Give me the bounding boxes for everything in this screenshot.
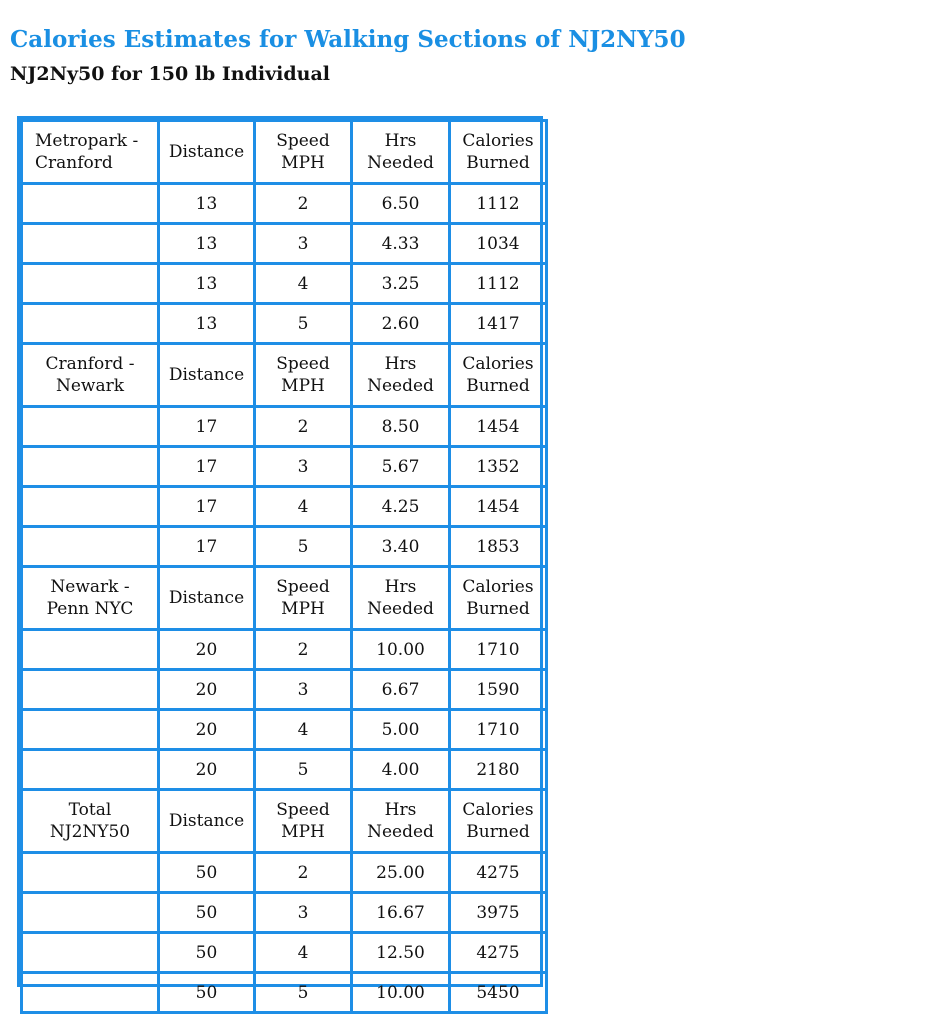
empty-cell	[22, 933, 159, 973]
table-row	[22, 750, 547, 790]
table-cell: 1112	[450, 264, 547, 304]
column-header	[255, 121, 352, 184]
table-cell: 16.67	[352, 893, 450, 933]
table-cell: 1710	[450, 630, 547, 670]
empty-cell	[22, 487, 159, 527]
table-cell: 4.25	[352, 487, 450, 527]
section-header-row	[22, 344, 547, 407]
section-header-row	[22, 567, 547, 630]
section-name-line: NJ2NY50	[49, 822, 131, 842]
empty-cell	[22, 710, 159, 750]
table-cell: 17	[159, 447, 255, 487]
empty-cell	[22, 973, 159, 1013]
table-cell: 5	[255, 973, 352, 1013]
table-cell: 2	[255, 853, 352, 893]
table-cell: 4.00	[352, 750, 450, 790]
calories-table	[20, 119, 548, 1014]
table-cell: 2	[255, 184, 352, 224]
section-name-line: Penn NYC	[46, 599, 134, 619]
column-header-line: Calories	[462, 800, 534, 820]
table-cell: 1352	[450, 447, 547, 487]
column-header-line: Distance	[168, 811, 245, 831]
column-header-line: Needed	[367, 376, 434, 396]
calories-table-image	[17, 116, 543, 1003]
column-header	[159, 790, 255, 853]
section-name	[22, 790, 159, 853]
table-row	[22, 447, 547, 487]
column-header-line: Calories	[462, 354, 534, 374]
table-cell: 50	[159, 853, 255, 893]
empty-cell	[22, 630, 159, 670]
table-cell: 5	[255, 304, 352, 344]
column-header-line: Calories	[462, 577, 534, 597]
section-name	[22, 344, 159, 407]
column-header	[450, 567, 547, 630]
column-header-line: Speed	[276, 800, 330, 820]
column-header-line: Burned	[466, 822, 530, 842]
table-cell: 50	[159, 973, 255, 1013]
table-cell: 1034	[450, 224, 547, 264]
column-header-line: Hrs	[384, 131, 417, 151]
section-name-line: Cranford	[35, 153, 113, 173]
table-cell: 25.00	[352, 853, 450, 893]
table-row	[22, 893, 547, 933]
table-row	[22, 184, 547, 224]
empty-cell	[22, 304, 159, 344]
column-header-line: Hrs	[384, 800, 417, 820]
table-cell: 4	[255, 487, 352, 527]
section-name-line: Newark -	[50, 577, 130, 597]
table-cell: 2.60	[352, 304, 450, 344]
column-header-line: Needed	[367, 599, 434, 619]
table-cell: 1454	[450, 407, 547, 447]
table-row	[22, 670, 547, 710]
section-name	[22, 121, 159, 184]
empty-cell	[22, 184, 159, 224]
table-cell: 4275	[450, 853, 547, 893]
table-cell: 3	[255, 224, 352, 264]
table-cell: 3	[255, 893, 352, 933]
table-row	[22, 973, 547, 1013]
column-header	[352, 790, 450, 853]
table-cell: 50	[159, 933, 255, 973]
section-name-line: Metropark -	[35, 131, 139, 151]
table-cell: 2180	[450, 750, 547, 790]
table-cell: 17	[159, 527, 255, 567]
column-header-line: MPH	[281, 153, 325, 173]
table-cell: 20	[159, 710, 255, 750]
table-cell: 1112	[450, 184, 547, 224]
column-header	[352, 567, 450, 630]
table-cell: 4.33	[352, 224, 450, 264]
column-header	[450, 790, 547, 853]
empty-cell	[22, 893, 159, 933]
column-header	[255, 567, 352, 630]
page-title: Calories Estimates for Walking Sections of NJ2NY50	[10, 26, 686, 53]
table-cell: 4275	[450, 933, 547, 973]
table-row	[22, 630, 547, 670]
section-header-row	[22, 121, 547, 184]
table-cell: 6.67	[352, 670, 450, 710]
table-row	[22, 224, 547, 264]
table-row	[22, 527, 547, 567]
empty-cell	[22, 750, 159, 790]
empty-cell	[22, 447, 159, 487]
empty-cell	[22, 407, 159, 447]
table-row	[22, 487, 547, 527]
column-header-line: Hrs	[384, 354, 417, 374]
empty-cell	[22, 224, 159, 264]
table-cell: 1853	[450, 527, 547, 567]
table-row	[22, 304, 547, 344]
column-header-line: MPH	[281, 599, 325, 619]
table-cell: 17	[159, 487, 255, 527]
table-cell: 5	[255, 527, 352, 567]
column-header-line: Speed	[276, 577, 330, 597]
section-name-line: Cranford -	[45, 354, 135, 374]
page-subtitle: NJ2Ny50 for 150 lb Individual	[10, 63, 330, 85]
table-cell: 3	[255, 670, 352, 710]
table-cell: 6.50	[352, 184, 450, 224]
column-header-line: Calories	[462, 131, 534, 151]
table-cell: 4	[255, 264, 352, 304]
table-cell: 1710	[450, 710, 547, 750]
table-cell: 13	[159, 184, 255, 224]
table-cell: 5.67	[352, 447, 450, 487]
table-cell: 20	[159, 630, 255, 670]
table-cell: 2	[255, 407, 352, 447]
column-header-line: Burned	[466, 153, 530, 173]
section-name	[22, 567, 159, 630]
table-cell: 1454	[450, 487, 547, 527]
table-row	[22, 710, 547, 750]
empty-cell	[22, 853, 159, 893]
table-cell: 13	[159, 304, 255, 344]
column-header	[255, 790, 352, 853]
column-header-line: Needed	[367, 822, 434, 842]
empty-cell	[22, 670, 159, 710]
table-cell: 1590	[450, 670, 547, 710]
table-cell: 50	[159, 893, 255, 933]
column-header	[450, 344, 547, 407]
column-header	[159, 344, 255, 407]
table-cell: 10.00	[352, 630, 450, 670]
table-cell: 12.50	[352, 933, 450, 973]
table-cell: 17	[159, 407, 255, 447]
table-cell: 3.25	[352, 264, 450, 304]
table-row	[22, 933, 547, 973]
column-header	[352, 344, 450, 407]
column-header-line: Burned	[466, 599, 530, 619]
section-header-row	[22, 790, 547, 853]
column-header-line: Speed	[276, 131, 330, 151]
table-cell: 5450	[450, 973, 547, 1013]
table-cell: 4	[255, 933, 352, 973]
empty-cell	[22, 527, 159, 567]
table-cell: 3	[255, 447, 352, 487]
column-header	[450, 121, 547, 184]
column-header-line: Needed	[367, 153, 434, 173]
empty-cell	[22, 264, 159, 304]
column-header-line: Burned	[466, 376, 530, 396]
table-cell: 3975	[450, 893, 547, 933]
table-cell: 4	[255, 710, 352, 750]
table-cell: 5	[255, 750, 352, 790]
column-header-line: Distance	[168, 588, 245, 608]
table-cell: 13	[159, 224, 255, 264]
table-cell: 8.50	[352, 407, 450, 447]
column-header-line: Distance	[168, 142, 245, 162]
section-name-line: Total	[68, 800, 112, 820]
table-cell: 10.00	[352, 973, 450, 1013]
column-header-line: MPH	[281, 376, 325, 396]
column-header-line: MPH	[281, 822, 325, 842]
column-header-line: Speed	[276, 354, 330, 374]
table-cell: 20	[159, 670, 255, 710]
column-header	[159, 567, 255, 630]
column-header	[159, 121, 255, 184]
column-header-line: Hrs	[384, 577, 417, 597]
table-cell: 13	[159, 264, 255, 304]
section-name-line: Newark	[55, 376, 125, 396]
column-header	[352, 121, 450, 184]
table-cell: 3.40	[352, 527, 450, 567]
column-header-line: Distance	[168, 365, 245, 385]
table-cell: 20	[159, 750, 255, 790]
table-cell: 2	[255, 630, 352, 670]
table-cell: 1417	[450, 304, 547, 344]
table-row	[22, 853, 547, 893]
column-header	[255, 344, 352, 407]
table-row	[22, 407, 547, 447]
table-cell: 5.00	[352, 710, 450, 750]
table-row	[22, 264, 547, 304]
